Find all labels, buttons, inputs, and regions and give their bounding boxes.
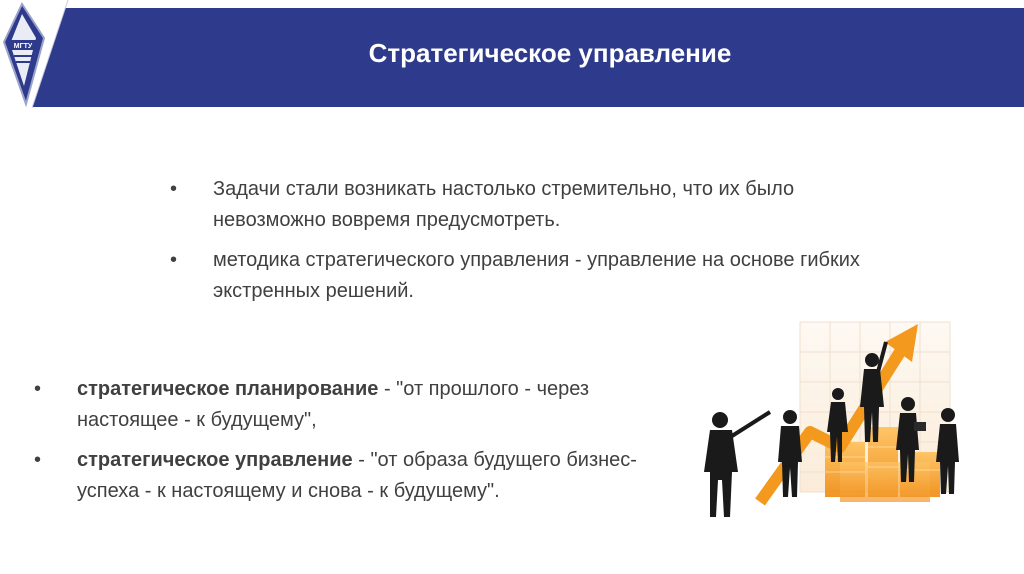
top-bullet-list xyxy=(170,174,870,316)
bullet-term: стратегическое управление xyxy=(77,449,353,471)
bullet-definition: - "от прошлого - через настоящее - к будущему", xyxy=(77,378,590,431)
bullet-definition: - "от образа будущего бизнес-успеха - к настоящему и снова - к будущему". xyxy=(77,449,637,502)
logo-text: МГТУ xyxy=(13,43,33,50)
list-item xyxy=(34,445,694,507)
bullet-glyph: • xyxy=(34,449,42,471)
business-growth-illustration-icon xyxy=(690,312,990,542)
bullet-glyph: • xyxy=(170,178,178,200)
bullet-glyph: • xyxy=(170,249,178,271)
bottom-bullet-list xyxy=(34,374,694,516)
slide-title: Стратегическое управление xyxy=(368,38,732,68)
list-item xyxy=(170,174,870,236)
university-emblem-icon xyxy=(0,0,64,108)
list-item xyxy=(34,374,694,436)
list-item xyxy=(170,245,870,307)
bullet-text: методика стратегического управления - управление на основе гибких экстренных решений. xyxy=(213,249,860,302)
bullet-text: Задачи стали возникать настолько стремительно, что их было невозможно вовремя предусмотреть. xyxy=(213,178,795,231)
bullet-term: стратегическое планирование xyxy=(77,378,379,400)
bullet-glyph: • xyxy=(34,378,42,400)
university-logo xyxy=(0,0,64,108)
